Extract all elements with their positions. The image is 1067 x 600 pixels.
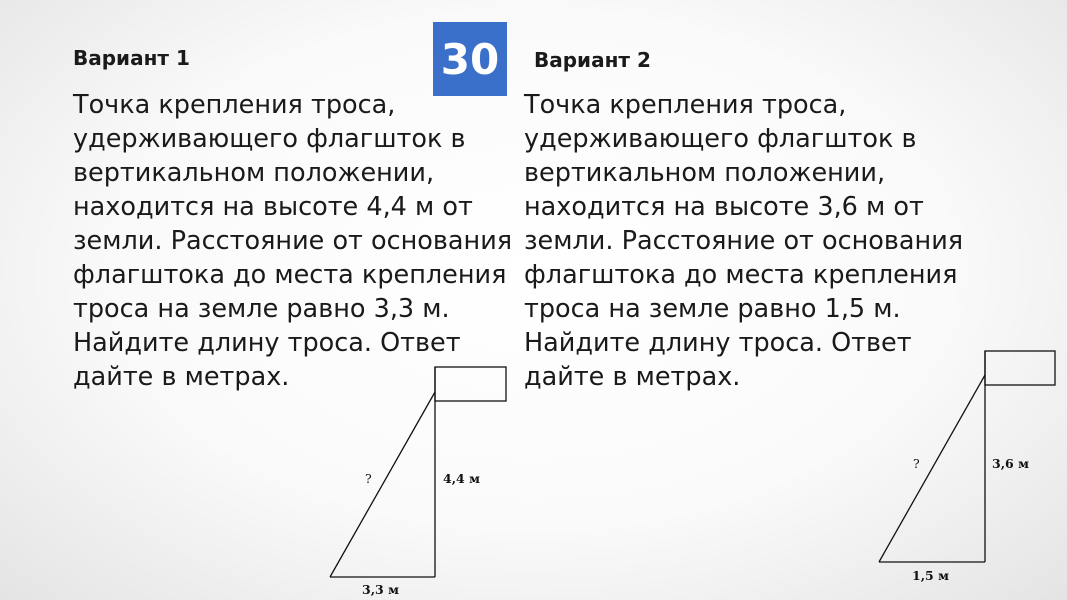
variant-1-problem-text: Точка крепления троса, удерживающего флагшток в вертикальном положении, находится на высоте 4,4 м от земли. Расстояние от основания флагштока до места крепления троса на земле равно 3,3 м. Найдите длину троса. Ответ дайте в метрах. — [73, 90, 513, 392]
variant-2-problem-text: Точка крепления троса, удерживающего флагшток в вертикальном положении, находится на высоте 3,6 м от земли. Расстояние от основания флагштока до места крепления троса на земле равно 1,5 м. Найдите длину троса. Ответ дайте в метрах. — [524, 90, 964, 392]
variant-2-title: Вариант 2 — [534, 48, 651, 72]
height-label-1: 4,4 м — [443, 471, 480, 486]
base-label-1: 3,3 м — [362, 582, 399, 597]
cable-1 — [330, 392, 435, 577]
unknown-length-label-1: ? — [365, 471, 372, 486]
flag-2 — [985, 351, 1055, 385]
problem-number-badge: 30 — [433, 22, 507, 96]
variant-1-title: Вариант 1 — [73, 46, 190, 70]
variant-1-figure — [330, 367, 506, 597]
unknown-length-label-2: ? — [913, 456, 920, 471]
variant-2-figure — [879, 351, 1055, 583]
flag-1 — [435, 367, 506, 401]
height-label-2: 3,6 м — [992, 456, 1029, 471]
cable-2 — [879, 375, 985, 562]
base-label-2: 1,5 м — [912, 568, 949, 583]
